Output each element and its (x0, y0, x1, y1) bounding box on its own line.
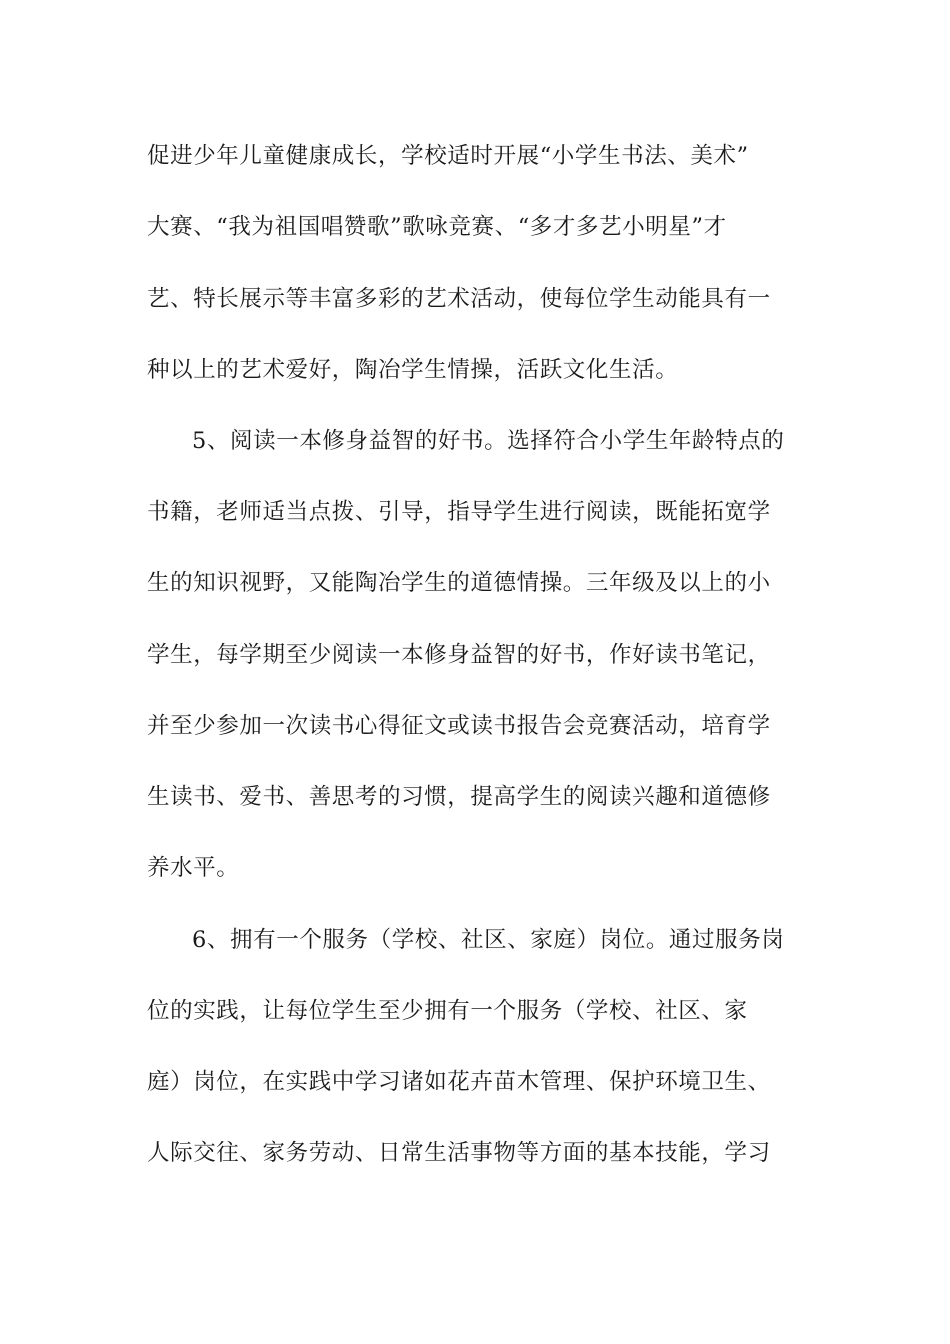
text-line: 生读书、爱书、善思考的习惯，提高学生的阅读兴趣和道德修 (147, 784, 771, 810)
text-line: 养水平。 (147, 855, 240, 881)
text-line: 位的实践，让每位学生至少拥有一个服务（学校、社区、家 (147, 998, 748, 1024)
text-line: 学生，每学期至少阅读一本修身益智的好书，作好读书笔记， (147, 642, 771, 668)
text-line: 大赛、“我为祖国唱赞歌”歌咏竞赛、“多才多艺小明星”才 (147, 214, 727, 240)
text-line: 庭）岗位，在实践中学习诸如花卉苗木管理、保护环境卫生、 (147, 1069, 771, 1095)
text-line: 种以上的艺术爱好，陶冶学生情操，活跃文化生活。 (147, 357, 679, 383)
text-line: 艺、特长展示等丰富多彩的艺术活动，使每位学生动能具有一 (147, 286, 771, 312)
paragraph-5-first-line: 5、阅读一本修身益智的好书。选择符合小学生年龄特点的 (192, 428, 785, 454)
text-line: 生的知识视野，又能陶冶学生的道德情操。三年级及以上的小 (147, 570, 771, 596)
text-line: 并至少参加一次读书心得征文或读书报告会竞赛活动，培育学 (147, 713, 771, 739)
text-line: 促进少年儿童健康成长，学校适时开展“小学生书法、美术” (147, 143, 749, 169)
text-line: 书籍，老师适当点拨、引导，指导学生进行阅读，既能拓宽学 (147, 499, 771, 525)
text-line: 人际交往、家务劳动、日常生活事物等方面的基本技能，学习 (147, 1140, 771, 1166)
paragraph-6-first-line: 6、拥有一个服务（学校、社区、家庭）岗位。通过服务岗 (192, 927, 785, 953)
